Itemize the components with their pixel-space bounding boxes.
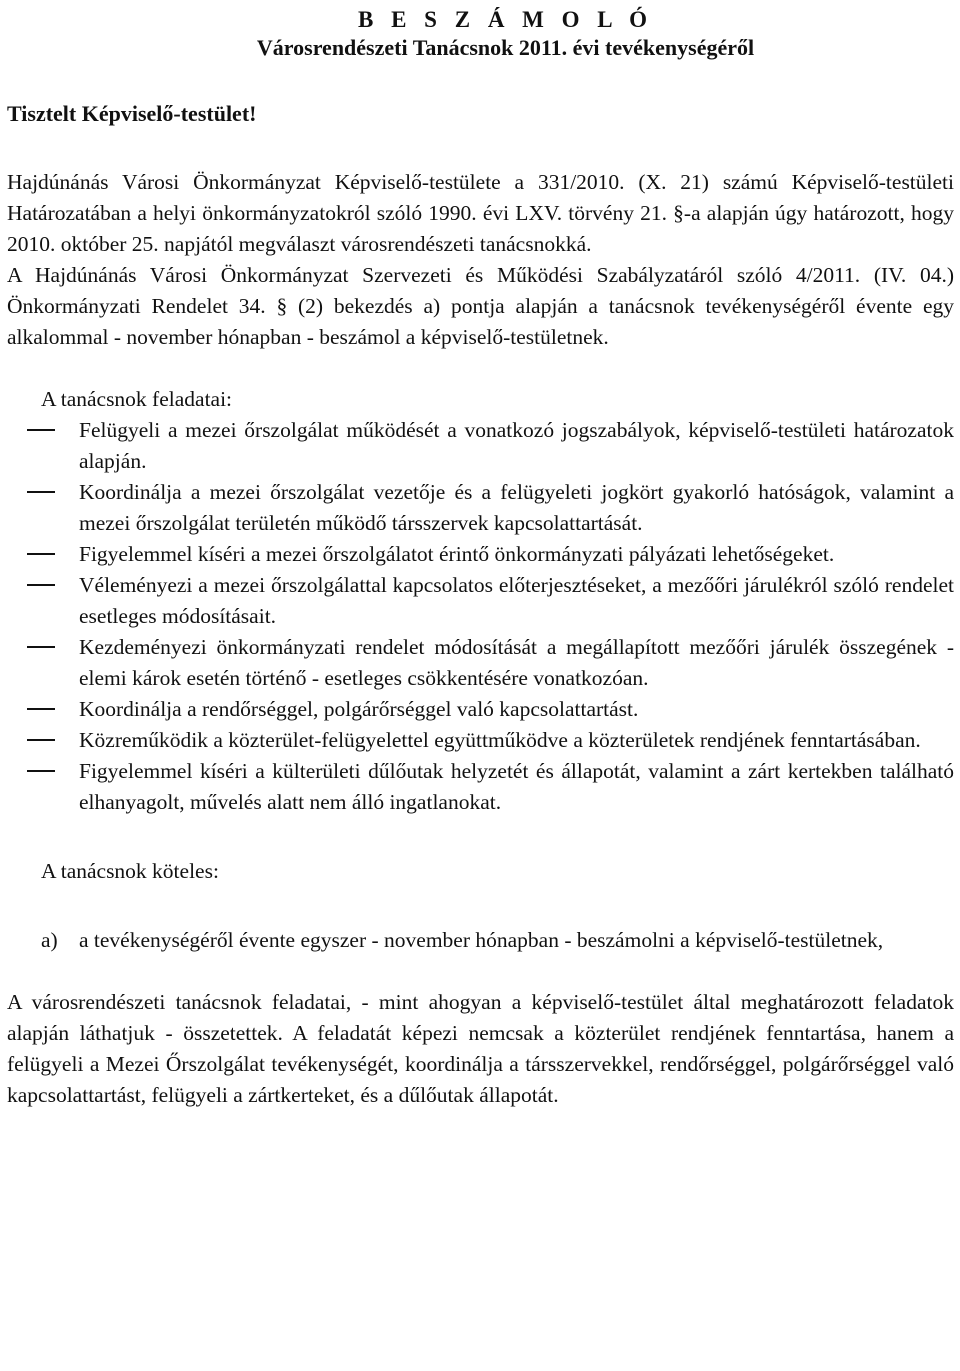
obligation-item [7, 925, 954, 956]
obligation-text: a tevékenységéről évente egyszer - november hónapban - beszámolni a képviselő-testületnek, [79, 928, 884, 952]
duty-text: Közreműködik a közterület-felügyelettel együttműködve a közterületek rendjének fenntartásában. [79, 728, 921, 752]
dash-bullet-icon [21, 694, 61, 725]
duty-text: Figyelemmel kíséri a mezei őrszolgálatot érintő önkormányzati pályázati lehetőségeket. [79, 542, 835, 566]
duty-text: Véleményezi a mezei őrszolgálattal kapcsolatos előterjesztéseket, a mezőőri járulékról szóló rendelet esetleges módosításait. [79, 573, 954, 628]
list-item [7, 694, 954, 725]
dash-bullet-icon [21, 539, 61, 570]
dash-bullet-icon [21, 756, 61, 787]
duty-text: Koordinálja a rendőrséggel, polgárőrséggel való kapcsolattartást. [79, 697, 639, 721]
duties-list [7, 415, 954, 818]
document-page [7, 6, 954, 1111]
list-item [7, 756, 954, 818]
obligations-label: A tanácsnok köteles: [41, 859, 219, 883]
intro-paragraph-2: A Hajdúnánás Városi Önkormányzat Szervezeti és Működési Szabályzatáról szóló 4/2011. (IV. 04.) Önkormányzati Rendelet 34. § (2) bekezdés a) pontja alapján a tanácsnok tevékenységéről évente egy alkalommal - november hónapban - beszámol a képviselő-testületnek. [7, 263, 954, 349]
duty-text: Felügyeli a mezei őrszolgálat működését a vonatkozó jogszabályok, képviselő-testületi határozatok alapján. [79, 418, 954, 473]
dash-bullet-icon [21, 415, 61, 446]
closing-paragraph: A városrendészeti tanácsnok feladatai, - mint ahogyan a képviselő-testület által meghatározott feladatok alapján láthatjuk - összetettek. A feladatát képezi nemcsak a közterület rendjének fenntartása, hanem a felügyeli a Mezei Őrszolgálat tevékenységét, koordinálja a társszervekkel, rendőrséggel, polgárőrséggel való kapcsolattartást, felügyeli a zártkerteket, és a dűlőutak állapotát. [7, 990, 954, 1107]
list-item [7, 477, 954, 539]
document-header [7, 6, 954, 62]
dash-bullet-icon [21, 477, 61, 508]
salutation: Tisztelt Képviselő-testület! [7, 101, 257, 126]
list-item [7, 539, 954, 570]
list-item [7, 415, 954, 477]
dash-bullet-icon [21, 632, 61, 663]
dash-bullet-icon [21, 725, 61, 756]
intro-paragraph-1: Hajdúnánás Városi Önkormányzat Képviselő-testülete a 331/2010. (X. 21) számú Képviselő-testületi Határozatában a helyi önkormányzatokról szóló 1990. évi LXV. törvény 21. §-a alapján úgy határozott, hogy 2010. október 25. napjától megválaszt városrendészeti tanácsnokká. [7, 170, 954, 256]
duty-text: Figyelemmel kíséri a külterületi dűlőutak helyzetét és állapotát, valamint a zárt kertekben található elhanyagolt, művelés alatt nem álló ingatlanokat. [79, 759, 954, 814]
duty-text: Kezdeményezi önkormányzati rendelet módosítását a megállapított mezőőri járulék összegének - elemi károk esetén történő - esetleges csökkentésére vonatkozóan. [79, 635, 954, 690]
duties-label: A tanácsnok feladatai: [41, 387, 233, 411]
obligation-marker: a) [41, 928, 58, 952]
list-item [7, 725, 954, 756]
list-item [7, 632, 954, 694]
document-title: B E S Z Á M O L Ó [358, 7, 653, 32]
duty-text: Koordinálja a mezei őrszolgálat vezetője és a felügyeleti jogkört gyakorló hatóságok, valamint a mezei őrszolgálat területén működő társszervek kapcsolattartását. [79, 480, 954, 535]
document-subtitle: Városrendészeti Tanácsnok 2011. évi tevékenységéről [256, 35, 755, 60]
list-item [7, 570, 954, 632]
dash-bullet-icon [21, 570, 61, 601]
